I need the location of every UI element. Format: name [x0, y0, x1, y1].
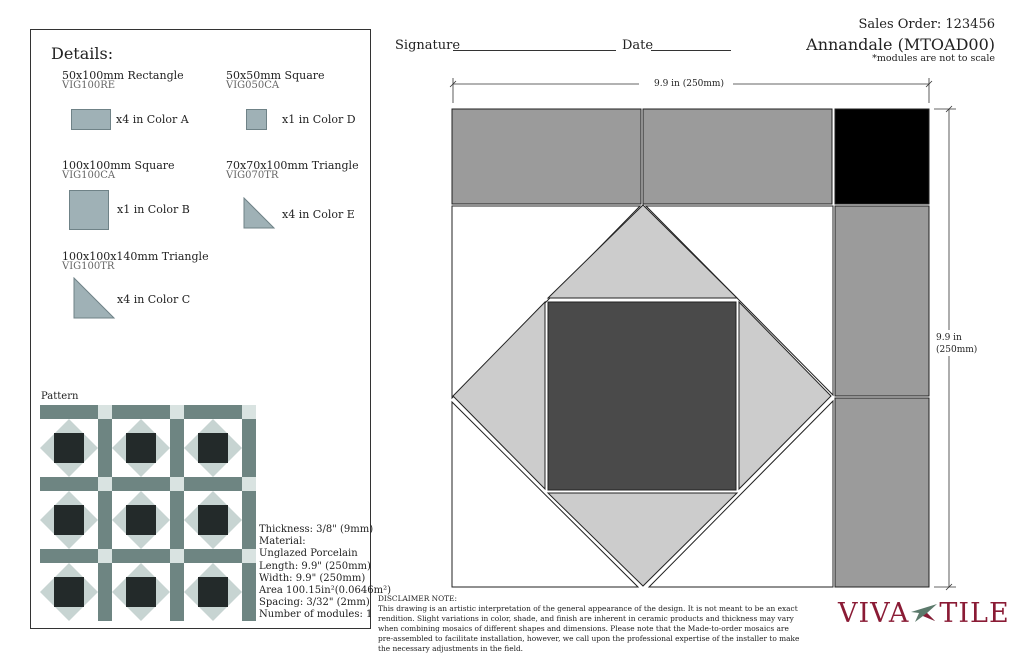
piece-qty: x4 in Color E	[282, 208, 355, 221]
pattern-key-square	[98, 405, 112, 419]
pattern-square	[54, 433, 84, 463]
pattern-key-square	[170, 477, 184, 491]
spec-material-label: Material:	[259, 536, 306, 548]
date-line[interactable]	[651, 50, 731, 51]
spec-spacing: Spacing: 3/32" (2mm)	[259, 597, 370, 609]
pattern-square	[54, 505, 84, 535]
pattern-key-square	[242, 477, 256, 491]
large-triangle-tile-icon	[73, 277, 116, 320]
disclaimer-line: rendition. Slight variations in color, shade, and finish are inherent in ceramic products and thickness may vary	[378, 614, 794, 623]
pattern-label: Pattern	[41, 391, 79, 402]
small-square-tile-icon	[246, 109, 267, 130]
disclaimer-line: This drawing is an artistic interpretation of the general appearance of the design. It is not meant to be an exact	[378, 604, 798, 613]
pattern-square	[198, 577, 228, 607]
date-label: Date	[622, 38, 654, 53]
pattern-band	[242, 405, 256, 621]
pattern-band	[40, 477, 256, 491]
piece-name: 70x70x100mm Triangle	[226, 159, 359, 172]
piece-name: 50x100mm Rectangle	[62, 69, 184, 82]
small-square-tile	[835, 109, 929, 204]
pattern-band	[98, 405, 112, 621]
pattern-band	[40, 405, 256, 419]
height-dimension-label: (250mm)	[936, 345, 978, 355]
signature-label: Signature	[395, 38, 461, 53]
rectangle-tile	[452, 109, 641, 204]
vivatile-logo	[838, 598, 1010, 629]
tile-module-drawing	[440, 75, 980, 595]
pattern-band	[170, 405, 184, 621]
rectangle-tile	[835, 398, 929, 587]
piece-code: VIG100CA	[62, 170, 116, 181]
small-triangle-tile-icon	[243, 197, 276, 230]
pattern-key-square	[98, 477, 112, 491]
piece-qty: x4 in Color A	[116, 113, 189, 126]
pattern-key-square	[170, 405, 184, 419]
pattern-key-square	[242, 549, 256, 563]
piece-qty: x1 in Color B	[117, 203, 190, 216]
rectangle-tile-icon	[71, 109, 111, 130]
spec-material: Unglazed Porcelain	[259, 548, 358, 560]
piece-name: 50x50mm Square	[226, 69, 325, 82]
disclaimer-line: the necessary adjustments in the field.	[378, 644, 524, 653]
sales-order: Sales Order: 123456	[858, 17, 995, 32]
piece-qty: x1 in Color D	[282, 113, 356, 126]
pattern-band	[40, 549, 256, 563]
rectangle-tile	[643, 109, 832, 204]
product-title: Annandale (MTOAD00)	[806, 35, 995, 54]
pattern-key-square	[98, 549, 112, 563]
pattern-square	[126, 577, 156, 607]
spec-modules: Number of modules: 1	[259, 609, 373, 621]
piece-qty: x4 in Color C	[117, 293, 191, 306]
signature-line[interactable]	[453, 50, 616, 51]
logo-text-left: VIVA	[838, 598, 910, 629]
spec-width: Width: 9.9" (250mm)	[259, 572, 366, 584]
piece-name: 100x100x140mm Triangle	[62, 250, 209, 263]
pattern-key-square	[170, 549, 184, 563]
disclaimer-line: when combining mosaics of different shapes and dimensions. Please note that the Made-to-order mosaics are	[378, 624, 789, 633]
square-tile-icon	[69, 190, 109, 230]
disclaimer-line: pre-assembled to facilitate installation, however, we call upon the professional expertise of the installer to make	[378, 634, 800, 643]
disclaimer	[378, 594, 799, 654]
disclaimer-title: DISCLAIMER NOTE:	[378, 594, 457, 603]
center-square-tile	[548, 302, 736, 490]
pattern-square	[198, 433, 228, 463]
piece-code: VIG100RE	[62, 80, 116, 91]
scale-note: *modules are not to scale	[872, 53, 995, 64]
pattern-square	[126, 433, 156, 463]
pattern-key-square	[242, 405, 256, 419]
width-dimension-label: 9.9 in (250mm)	[654, 79, 724, 89]
hummingbird-icon	[909, 600, 939, 624]
pattern-preview	[40, 405, 256, 621]
pattern-square	[126, 505, 156, 535]
pattern-square	[54, 577, 84, 607]
piece-code: VIG100TR	[62, 261, 115, 272]
details-title: Details:	[51, 44, 114, 63]
pattern-square	[198, 505, 228, 535]
height-dimension-label: 9.9 in	[936, 333, 962, 343]
logo-text-right: TILE	[939, 598, 1010, 629]
piece-code: VIG070TR	[226, 170, 279, 181]
spec-length: Length: 9.9" (250mm)	[259, 560, 371, 572]
spec-thickness: Thickness: 3/8" (9mm)	[259, 524, 374, 535]
specs-block	[259, 524, 391, 622]
spec-area: Area 100.15in²(0.0646m²)	[259, 585, 391, 597]
rectangle-tile	[835, 206, 929, 396]
piece-code: VIG050CA	[226, 80, 280, 91]
piece-name: 100x100mm Square	[62, 159, 175, 172]
